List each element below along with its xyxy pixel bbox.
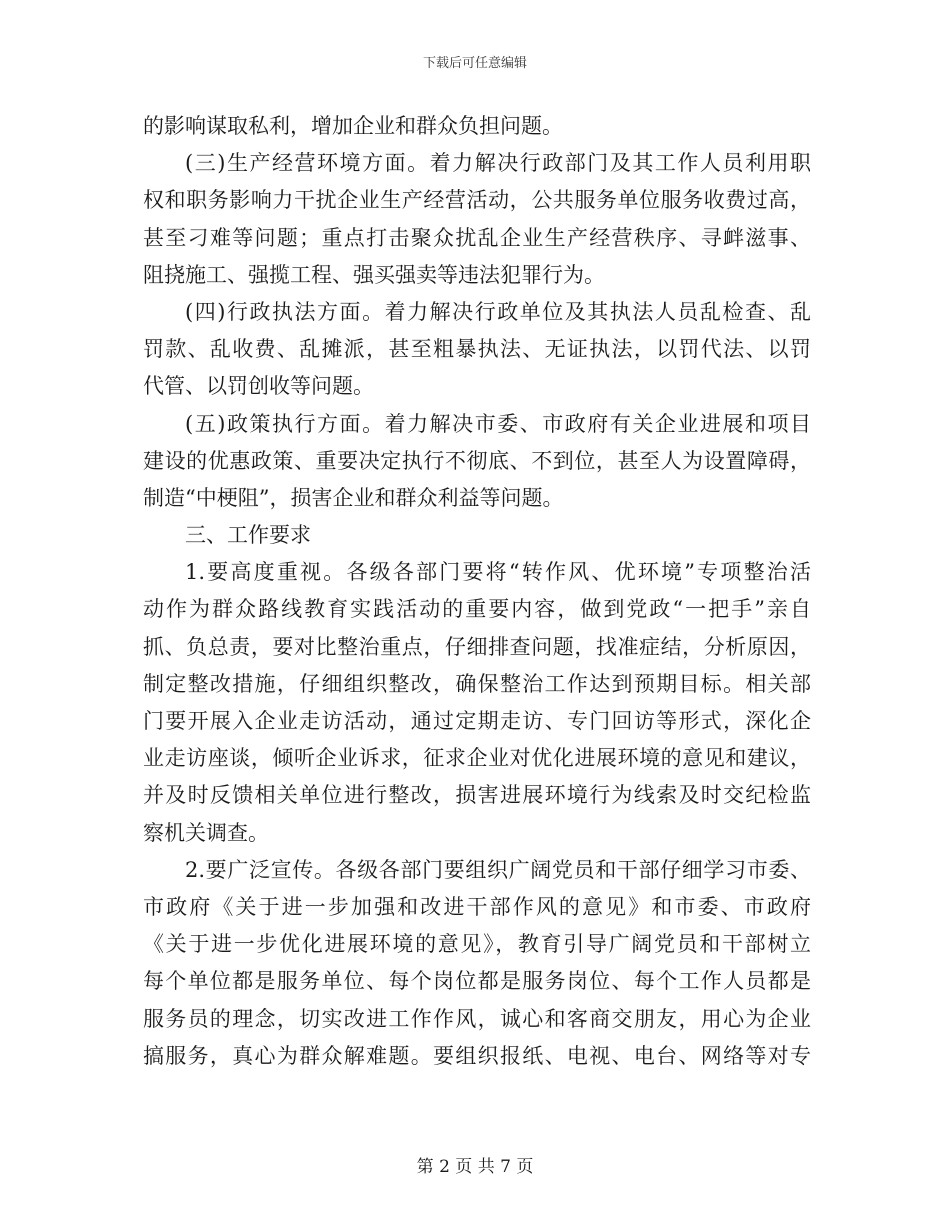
text-line: 每个单位都是服务单位、每个岗位都是服务岗位、每个工作人员都是 [143, 969, 811, 994]
text-line: 甚至刁难等问题；重点打击聚众扰乱企业生产经营秩序、寻衅滋事、 [143, 225, 811, 250]
paragraph-first-line: (四)行政执法方面。着力解决行政单位及其执法人员乱检查、乱 [185, 299, 811, 324]
section-heading: 三、工作要求 [185, 523, 311, 548]
paragraph-first-line: 2.要广泛宣传。各级各部门要组织广阔党员和干部仔细学习市委、 [185, 857, 811, 882]
page-number-footer: 第 2 页 共 7 页 [416, 1157, 534, 1177]
text-line: 并及时反馈相关单位进行整改，损害进展环境行为线索及时交纪检监 [143, 783, 811, 808]
paragraph-first-line: 1.要高度重视。各级各部门要将“转作风、优环境”专项整治活 [185, 560, 811, 585]
text-line: 搞服务，真心为群众解难题。要组织报纸、电视、电台、网络等对专 [143, 1043, 811, 1068]
text-line: 制定整改措施，仔细组织整改，确保整治工作达到预期目标。相关部 [143, 671, 811, 696]
text-line: 制造“中梗阻”，损害企业和群众利益等问题。 [143, 485, 564, 510]
text-line: 代管、以罚创收等问题。 [143, 374, 374, 399]
text-line: 权和职务影响力干扰企业生产经营活动，公共服务单位服务收费过高， [143, 188, 811, 213]
text-line: 罚款、乱收费、乱摊派，甚至粗暴执法、无证执法，以罚代法、以罚 [143, 337, 811, 362]
page-header: 下载后可任意编辑 [422, 56, 527, 71]
text-line: 抓、负总责，要对比整治重点，仔细排查问题，找准症结，分析原因， [143, 634, 811, 659]
text-line: 阻挠施工、强揽工程、强买强卖等违法犯罪行为。 [143, 262, 605, 287]
text-line: 业走访座谈，倾听企业诉求，征求企业对优化进展环境的意见和建议， [143, 746, 811, 771]
text-line: 建设的优惠政策、重要决定执行不彻底、不到位，甚至人为设置障碍， [143, 448, 811, 473]
text-line: 市政府《关于进一步加强和改进干部作风的意见》和市委、市政府 [143, 894, 811, 919]
paragraph-first-line: (三)生产经营环境方面。着力解决行政部门及其工作人员利用职 [185, 151, 811, 176]
text-line: 的影响谋取私利，增加企业和群众负担问题。 [143, 114, 563, 138]
text-line: 动作为群众路线教育实践活动的重要内容，做到党政“一把手”亲自 [143, 597, 811, 622]
paragraph-first-line: (五)政策执行方面。着力解决市委、市政府有关企业进展和项目 [185, 411, 811, 436]
text-line: 门要开展入企业走访活动，通过定期走访、专门回访等形式，深化企 [143, 709, 811, 733]
text-line: 《关于进一步优化进展环境的意见》，教育引导广阔党员和干部树立 [143, 932, 811, 957]
document-body [143, 108, 811, 1075]
text-line: 察机关调查。 [143, 820, 269, 845]
text-line: 服务员的理念，切实改进工作作风，诚心和客商交朋友，用心为企业 [143, 1006, 811, 1031]
